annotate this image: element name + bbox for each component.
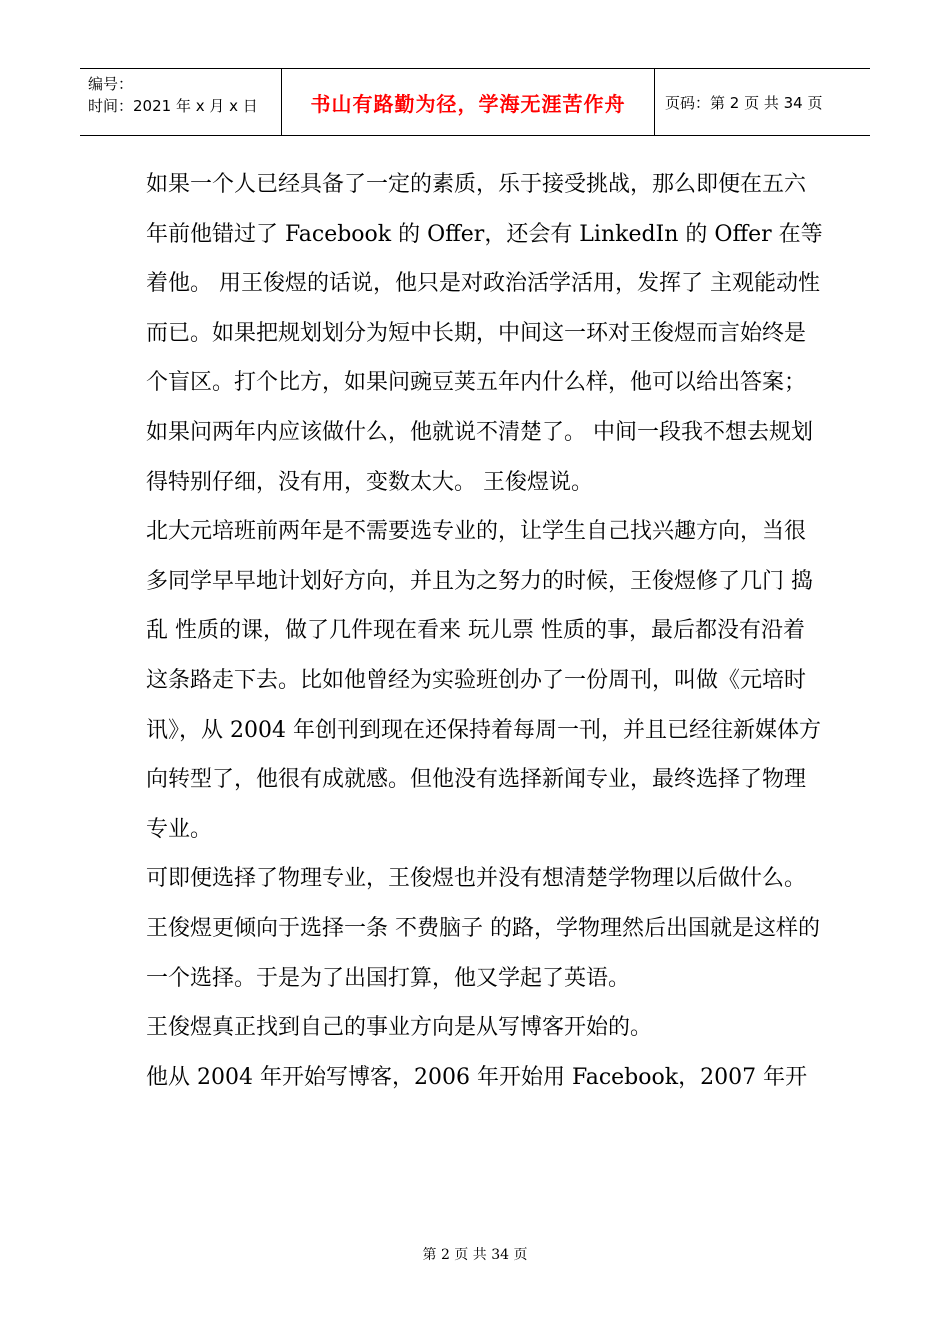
footer-page-number: 第 2 页 共 34 页 (422, 1247, 528, 1263)
paragraph-4: 王俊煜真正找到自己的事业方向是从写博客开始的。 (146, 1015, 653, 1041)
document-date-label: 时间：2021 年 x 月 x 日 (88, 97, 258, 115)
page-footer (0, 1244, 950, 1264)
page-header (80, 68, 870, 136)
header-motto: 书山有路勤为径，学海无涯苦作舟 (310, 91, 626, 116)
header-page-cell (655, 69, 870, 135)
header-page-info: 页码：第 2 页 共 34 页 (665, 93, 823, 112)
paragraph-3: 可即便选择了物理专业，王俊煜也并没有想清楚学物理以后做什么。王俊煜更倾向于选择一条 不费脑子 的路，学物理然后出国就是这样的一个选择。于是为了出国打算，他又学起了英语。 (146, 866, 820, 991)
header-motto-cell (282, 69, 655, 135)
paragraph-5: 他从 2004 年开始写博客，2006 年开始用 Facebook，2007 年开 (146, 1064, 808, 1090)
paragraph-2: 北大元培班前两年是不需要选专业的，让学生自己找兴趣方向，当很多同学早早地计划好方向，并且为之努力的时候，王俊煜修了几门 捣乱 性质的课，做了几件现在看来 玩儿票 性质的事，最后都没有沿着这条路走下去。比如他曾经为实验班创办了一份周刊，叫做《元培时讯》，从 2004 年创刊到现在还保持着每周一刊，并且已经往新媒体方向转型了，他很有成就感。但他没有选择新闻专业，最终选择了物理专业。 (146, 519, 821, 842)
document-body (146, 160, 826, 1102)
paragraph-1: 如果一个人已经具备了一定的素质，乐于接受挑战，那么即便在五六年前他错过了 Facebook 的 Offer，还会有 LinkedIn 的 Offer 在等着他。 用王俊煜的话说，他只是对政治活学活用，发挥了 主观能动性 而已。如果把规划划分为短中长期，中间这一环对王俊煜而言始终是个盲区。打个比方，如果问豌豆荚五年内什么样，他可以给出答案；如果问两年内应该做什么，他就说不清楚了。 中间一段我不想去规划得特别仔细，没有用，变数太大。 王俊煜说。 (146, 172, 823, 495)
document-number-label: 编号： (88, 75, 134, 93)
header-meta-cell (80, 69, 282, 135)
